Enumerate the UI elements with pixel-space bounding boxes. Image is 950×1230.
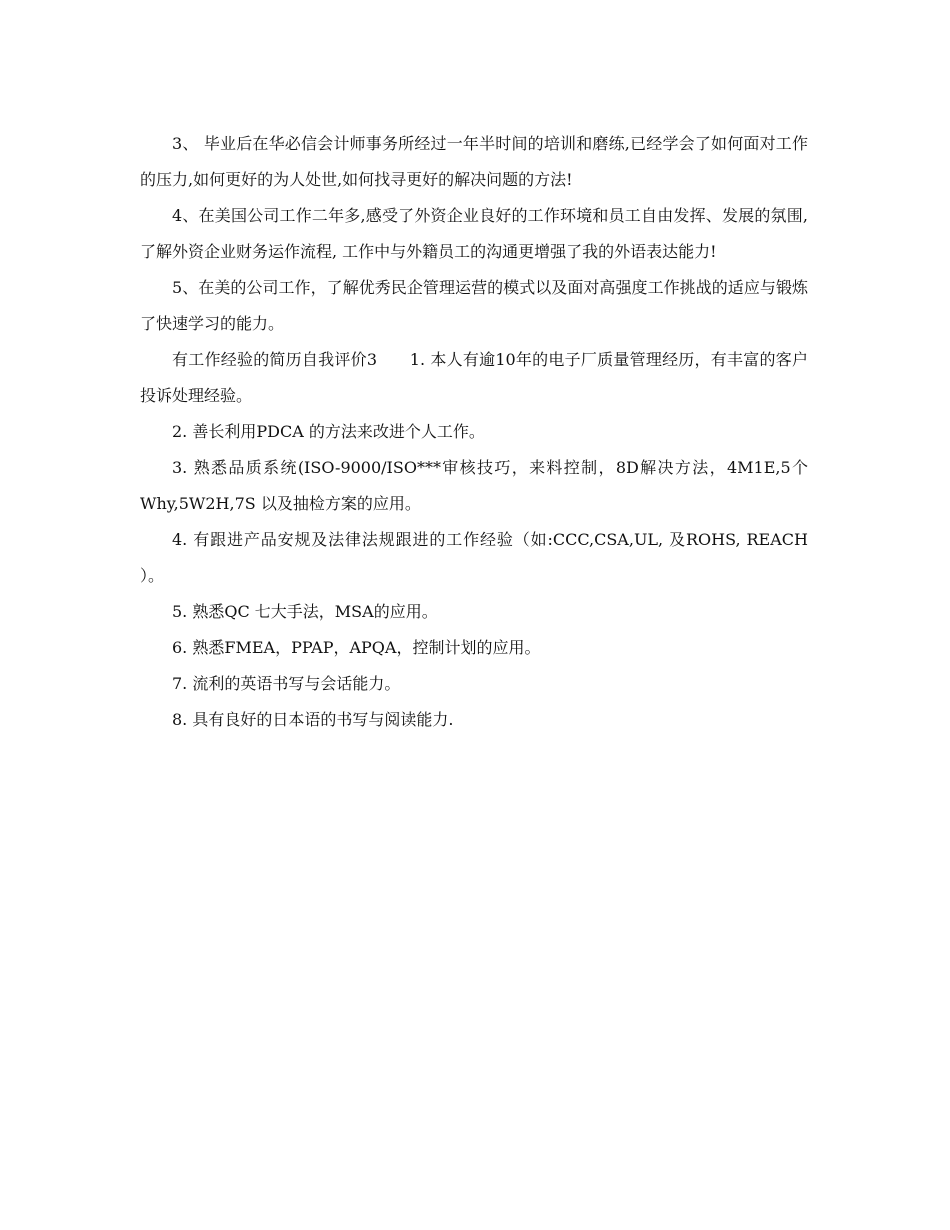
paragraph: 4、在美国公司工作二年多,感受了外资企业良好的工作环境和员工自由发挥、发展的氛围,了解外资企业财务运作流程, 工作中与外籍员工的沟通更增强了我的外语表达能力!	[140, 206, 808, 261]
paragraph: 4. 有跟进产品安规及法律法规跟进的工作经验（如:CCC,CSA,UL, 及ROHS, REACH ）。	[140, 530, 814, 585]
paragraph: 2. 善长利用PDCA 的方法来改进个人工作。	[172, 422, 485, 441]
paragraph: 5、在美的公司工作，了解优秀民企管理运营的模式以及面对高强度工作挑战的适应与锻炼了快速学习的能力。	[140, 278, 808, 333]
paragraph: 5. 熟悉QC 七大手法，MSA的应用。	[172, 602, 438, 621]
paragraph: 6. 熟悉FMEA，PPAP，APQA，控制计划的应用。	[172, 638, 541, 657]
document-body	[140, 126, 814, 738]
paragraph: 有工作经验的简历自我评价3 1. 本人有逾10年的电子厂质量管理经历，有丰富的客户投诉处理经验。	[140, 350, 808, 405]
paragraph: 3、 毕业后在华必信会计师事务所经过一年半时间的培训和磨练,已经学会了如何面对工作的压力,如何更好的为人处世,如何找寻更好的解决问题的方法!	[140, 134, 808, 189]
paragraph: 3. 熟悉品质系统(ISO-9000/ISO***审核技巧，来料控制，8D解决方法，4M1E,5个Why,5W2H,7S 以及抽检方案的应用。	[140, 458, 808, 513]
paragraph: 8. 具有良好的日本语的书写与阅读能力.	[172, 710, 454, 729]
paragraph: 7. 流利的英语书写与会话能力。	[172, 674, 401, 693]
